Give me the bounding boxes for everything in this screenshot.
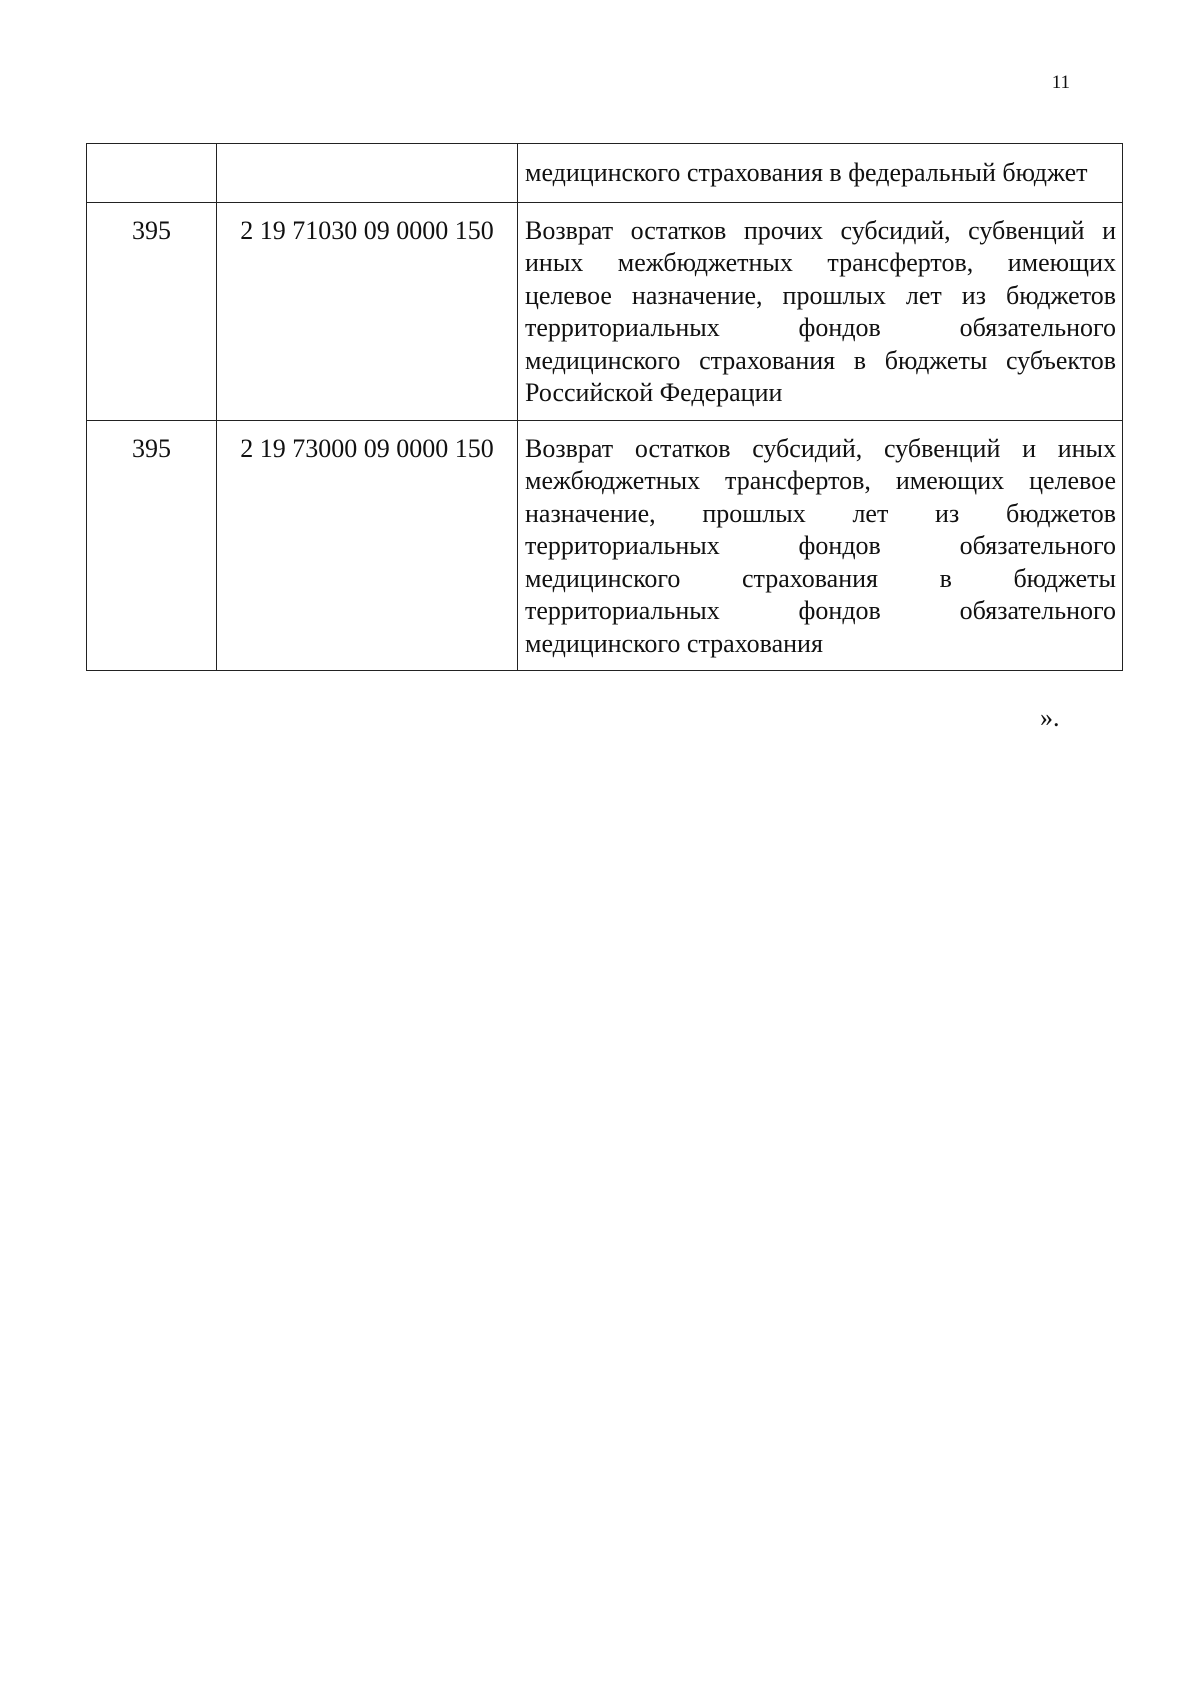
closing-quote-mark: ». <box>1040 703 1060 732</box>
budget-code-cell <box>217 144 518 203</box>
description-cell: медицинского страхования в федеральный бюджет <box>518 144 1123 203</box>
budget-classification-table <box>86 143 1123 671</box>
description-cell: Возврат остатков субсидий, субвенций и иных межбюджетных трансфертов, имеющих целевое назначение, прошлых лет из бюджетов территориальных фондов обязательного медицинского страхования в бюджеты территориальных фондов обязательного медицинского страхования <box>518 420 1123 671</box>
admin-code-cell: 395 <box>87 420 217 671</box>
admin-code-cell <box>87 144 217 203</box>
budget-code-cell: 2 19 71030 09 0000 150 <box>217 202 518 420</box>
budget-code-cell: 2 19 73000 09 0000 150 <box>217 420 518 671</box>
table-row <box>87 144 1123 203</box>
page-number: 11 <box>1051 72 1070 93</box>
table-row <box>87 202 1123 420</box>
description-cell: Возврат остатков прочих субсидий, субвенций и иных межбюджетных трансфертов, имеющих целевое назначение, прошлых лет из бюджетов территориальных фондов обязательного медицинского страхования в бюджеты субъектов Российской Федерации <box>518 202 1123 420</box>
table-row <box>87 420 1123 671</box>
admin-code-cell: 395 <box>87 202 217 420</box>
